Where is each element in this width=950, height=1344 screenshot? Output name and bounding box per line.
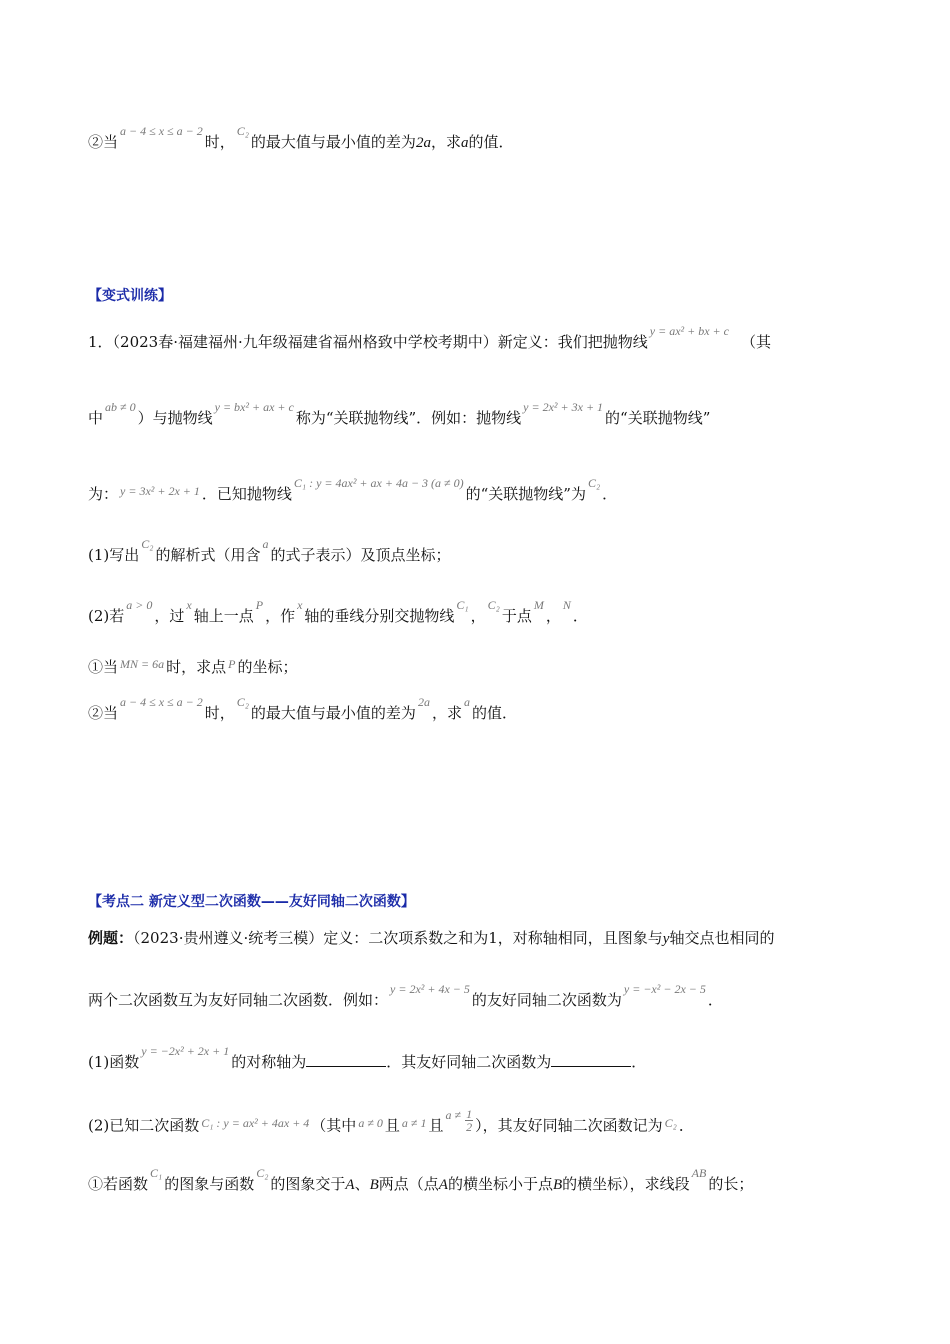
math-expression: a > 0 — [126, 598, 153, 612]
math-inline: B — [552, 1177, 563, 1193]
math-expression: MN = 6a — [120, 657, 165, 671]
text: 的图象与函数 — [164, 1175, 255, 1193]
math-expression: 2a — [417, 695, 430, 709]
math-expression: y = 2x² + 3x + 1 — [523, 400, 604, 414]
text: ②当 — [88, 704, 119, 722]
answer-blank[interactable] — [306, 1052, 386, 1067]
math-expression: a — [463, 695, 470, 709]
math-expression: y = −2x² + 2x + 1 — [141, 1044, 230, 1058]
text: ①若函数 — [88, 1175, 149, 1193]
text: (1)函数 — [88, 1053, 140, 1071]
text: ． — [678, 1116, 694, 1135]
math-expression: C₂ — [236, 695, 249, 709]
text: 且 — [384, 1116, 400, 1135]
math-expression: M — [533, 598, 544, 612]
condition-1-line — [88, 657, 298, 678]
math-expression: C₂ — [256, 1166, 269, 1180]
text: 的坐标； — [237, 658, 298, 676]
text: 且 — [428, 1116, 444, 1135]
math-expression: y = bx² + ax + c — [214, 400, 294, 414]
text: ），其友好同轴二次函数记为 — [475, 1116, 663, 1135]
math-expression: y = ax² + bx + c — [649, 324, 729, 338]
text: (2)已知二次函数 — [88, 1116, 200, 1135]
math-expression: y = 2x² + 4x − 5 — [390, 982, 470, 996]
text: 的横坐标小于点 — [447, 1175, 553, 1193]
example-line-1 — [88, 928, 774, 949]
math-inline: 2a — [415, 135, 431, 151]
text: ， — [545, 607, 561, 625]
text: 的最大值与最小值的差为 — [250, 133, 416, 151]
text: ）与抛物线 — [137, 409, 213, 427]
math-expression: N — [562, 598, 571, 612]
text: 、 — [354, 1175, 370, 1193]
example-line-2 — [88, 982, 723, 1011]
text: 时，求点 — [166, 658, 227, 676]
text: ②当 — [88, 133, 119, 151]
sub-question-2 — [88, 598, 588, 627]
text: 轴上一点 — [193, 607, 254, 625]
text: 的值． — [471, 704, 517, 722]
text: 的最大值与最小值的差为 — [250, 704, 416, 722]
math-expression: C₂ — [587, 476, 601, 490]
math-inline: a — [460, 135, 469, 151]
text: 两点（点 — [378, 1175, 439, 1193]
text: 的“关联抛物线” — [605, 409, 711, 427]
text: ． — [707, 991, 723, 1009]
math-expression: AB — [691, 1166, 707, 1180]
math-expression: C₂ — [236, 124, 249, 138]
math-expression: C₂ — [664, 1115, 677, 1130]
text: 的式子表示）及顶点坐标； — [270, 546, 451, 564]
text: 轴交点也相同的 — [669, 929, 775, 947]
text: 的“关联抛物线”为 — [465, 485, 586, 503]
part-2-line — [88, 1107, 694, 1139]
math-expression: C₁ : y = ax² + 4ax + 4 — [201, 1115, 310, 1130]
text: 两个二次函数互为友好同轴二次函数．例如： — [88, 991, 389, 1009]
math-expression: a ≠ 1 — [401, 1115, 427, 1130]
text: （其 — [740, 333, 771, 351]
text: ，过 — [154, 607, 185, 625]
fraction-denominator: 2 — [466, 1120, 473, 1134]
text: ， — [470, 607, 486, 625]
math-expression: y = 3x² + 2x + 1 — [120, 484, 200, 498]
answer-blank[interactable] — [551, 1052, 631, 1067]
text: 中 — [88, 409, 104, 427]
math-expression: a ≠ 0 — [358, 1115, 383, 1130]
math-inline: y — [662, 931, 670, 947]
fraction-one-half — [465, 1108, 473, 1133]
math-expression: a − 4 ≤ x ≤ a − 2 — [120, 124, 203, 138]
text: ． — [631, 1053, 647, 1071]
math-inline: A — [438, 1177, 448, 1193]
text: 称为“关联抛物线”．例如：抛物线 — [295, 409, 522, 427]
text: 于点 — [501, 607, 532, 625]
math-expression: a — [262, 537, 269, 551]
section-heading-topic-2: 【考点二 新定义型二次函数——友好同轴二次函数】 — [88, 894, 415, 910]
sub-question-1 — [88, 537, 451, 566]
text: 的长； — [708, 1175, 754, 1193]
math-expression: C₂ — [141, 537, 154, 551]
section-heading-variant: 【变式训练】 — [88, 288, 172, 304]
text: ． — [572, 607, 588, 625]
text: 1．（2023春·福建福州·九年级福建省福州格致中学校考期中）新定义：我们把抛物线 — [88, 333, 648, 351]
text: 时， — [204, 133, 235, 151]
text: 的对称轴为 — [231, 1053, 307, 1071]
text: （其中 — [311, 1116, 357, 1135]
part-1-line — [88, 1044, 647, 1073]
question-1-line-1 — [88, 324, 771, 353]
text: 的值． — [468, 133, 514, 151]
text: （2023·贵州遵义·统考三模）定义：二次项系数之和为1，对称轴相同，且图象与 — [133, 929, 663, 947]
text: (2)若 — [88, 607, 125, 625]
math-expression: y = −x² − 2x − 5 — [623, 982, 706, 996]
text: 的解析式（用含 — [155, 546, 261, 564]
text: 的友好同轴二次函数为 — [471, 991, 622, 1009]
text: 为： — [88, 485, 119, 503]
text: 的横坐标），求线段 — [562, 1175, 690, 1193]
text: ，求 — [431, 704, 462, 722]
text: ． — [602, 485, 618, 503]
math-expression: C₂ — [487, 598, 500, 612]
math-expression: x — [186, 598, 192, 612]
math-expression: P — [228, 657, 236, 671]
example-label: 例题： — [88, 929, 134, 947]
math-expression: x — [297, 598, 303, 612]
text: ．已知抛物线 — [201, 485, 292, 503]
math-expression: P — [255, 598, 264, 612]
question-1-intersection-line — [88, 1166, 754, 1195]
math-expression: C₁ — [150, 1166, 163, 1180]
text: 时， — [204, 704, 235, 722]
text: ①当 — [88, 658, 119, 676]
text: ，求 — [430, 133, 461, 151]
math-expression: ab ≠ 0 — [105, 400, 136, 414]
text: ，作 — [265, 607, 296, 625]
text: ．其友好同轴二次函数为 — [386, 1053, 552, 1071]
math-expression: a − 4 ≤ x ≤ a − 2 — [120, 695, 203, 709]
text: (1)写出 — [88, 546, 140, 564]
math-inline: A — [345, 1177, 355, 1193]
math-expression: C₁ — [456, 598, 469, 612]
text: 轴的垂线分别交抛物线 — [304, 607, 455, 625]
math-inline: B — [369, 1177, 379, 1193]
fraction-numerator: 1 — [466, 1107, 473, 1121]
math-expression: a ≠ — [445, 1107, 462, 1122]
text: 的图象交于 — [270, 1175, 346, 1193]
math-expression: C₁ : y = 4ax² + ax + 4a − 3 (a ≠ 0) — [293, 476, 464, 490]
